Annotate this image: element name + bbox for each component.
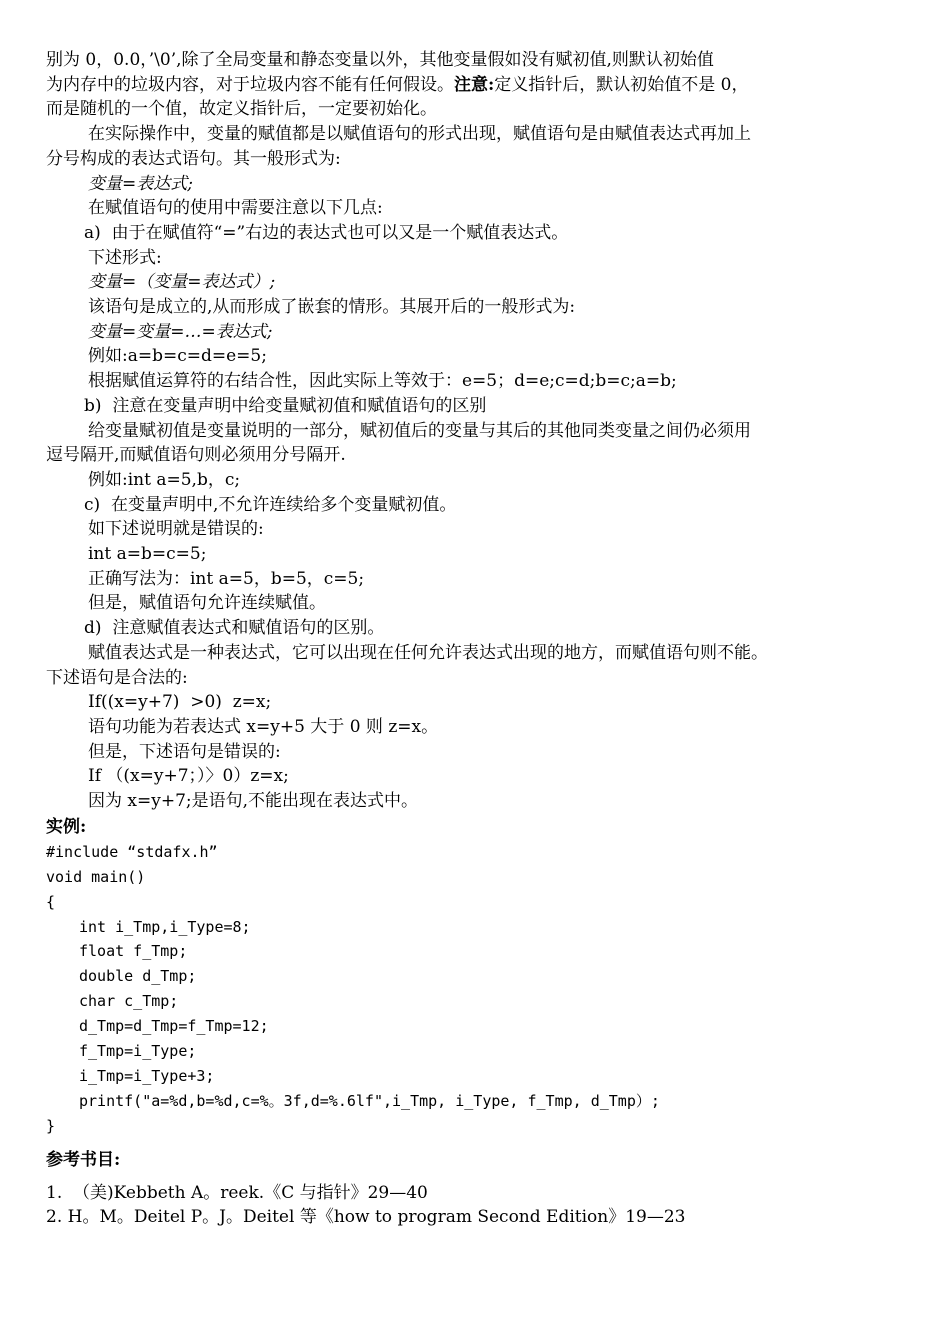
intro-line-2 xyxy=(46,73,916,98)
code-line: double d_Tmp; xyxy=(79,967,197,986)
code-line: { xyxy=(46,892,56,911)
note-c: c) 在变量声明中,不允许连续给多个变量赋初值。 xyxy=(84,494,457,515)
note-c-correct: 正确写法为：int a=5，b=5，c=5; xyxy=(88,568,365,589)
code-line: printf("a=%d,b=%d,c=%。3f,d=%.6lf",i_Tmp, i_Type, f_Tmp, d_Tmp）; xyxy=(79,1091,660,1110)
note-b: b) 注意在变量声明中给变量赋初值和赋值语句的区别 xyxy=(84,395,487,416)
code-line: void main() xyxy=(46,867,146,886)
note-d-illegal: If （(x=y+7；）〉0）z=x; xyxy=(88,766,289,787)
note-d-line-6: 因为 x=y+7;是语句,不能出现在表达式中。 xyxy=(88,791,419,812)
note-d-line-1b: 下述语句是合法的: xyxy=(46,667,188,688)
example-heading: 实例: xyxy=(46,816,87,837)
code-line: } xyxy=(46,1116,56,1135)
code-line: f_Tmp=i_Type; xyxy=(79,1042,197,1061)
note-b-example: 例如:int a=5,b，c; xyxy=(88,469,241,490)
code-line: char c_Tmp; xyxy=(79,992,179,1011)
code-line: float f_Tmp; xyxy=(79,942,188,961)
intro-line-3: 而是随机的一个值，故定义指针后，一定要初始化。 xyxy=(46,99,437,120)
general-form-1: 变量=表达式; xyxy=(88,173,193,194)
reference-item: 2. H。M。Deitel P。J。Deitel 等《how to program Second Edition》19—23 xyxy=(46,1207,686,1228)
document-page xyxy=(46,48,916,1230)
code-line: d_Tmp=d_Tmp=f_Tmp=12; xyxy=(79,1017,269,1036)
note-a-line-2: 该语句是成立的,从而形成了嵌套的情形。其展开后的一般形式为: xyxy=(88,297,576,318)
code-block xyxy=(46,840,916,1139)
code-line: i_Tmp=i_Type+3; xyxy=(79,1066,215,1085)
code-line: #include “stdafx.h” xyxy=(46,842,218,861)
note-a-line-4: 根据赋值运算符的右结合性，因此实际上等效于：e=5；d=e;c=d;b=c;a=b; xyxy=(88,371,677,392)
note-a-line-1: 下述形式: xyxy=(88,247,162,268)
note-a-example: 例如:a=b=c=d=e=5; xyxy=(88,346,267,367)
note-d-line-1a: 赋值表达式是一种表达式，它可以出现在任何允许表达式出现的地方，而赋值语句则不能。 xyxy=(88,642,768,663)
note-d-line-3: 语句功能为若表达式 x=y+5 大于 0 则 z=x。 xyxy=(88,716,439,737)
note-b-line-1a: 给变量赋初值是变量说明的一部分，赋初值后的变量与其后的其他同类变量之间仍必须用 xyxy=(88,420,751,441)
references-heading: 参考书目: xyxy=(46,1149,121,1170)
note-d: d) 注意赋值表达式和赋值语句的区别。 xyxy=(84,618,385,639)
notes-intro: 在赋值语句的使用中需要注意以下几点: xyxy=(88,198,383,219)
note-a: a) 由于在赋值符“=”右边的表达式也可以又是一个赋值表达式。 xyxy=(84,222,569,243)
general-form-3: 变量=变量=…=表达式; xyxy=(88,321,273,342)
reference-item: 1. （美)Kebbeth A。reek.《C 与指针》29—40 xyxy=(46,1182,428,1203)
note-b-line-1b: 逗号隔开,而赋值语句则必须用分号隔开. xyxy=(46,445,346,466)
note-d-line-4: 但是，下述语句是错误的: xyxy=(88,741,281,762)
note-label: 注意: xyxy=(454,74,495,95)
code-line: int i_Tmp,i_Type=8; xyxy=(79,917,251,936)
intro-line-2-rest: 定义指针后，默认初始值不是 0， xyxy=(494,74,749,95)
note-c-line-4: 但是，赋值语句允许连续赋值。 xyxy=(88,593,326,614)
assign-para-1b: 分号构成的表达式语句。其一般形式为: xyxy=(46,148,341,169)
note-c-line-1: 如下述说明就是错误的: xyxy=(88,519,264,540)
intro-line-2-text: 为内存中的垃圾内容，对于垃圾内容不能有任何假设。 xyxy=(46,74,454,95)
note-d-legal: If((x=y+7) >0) z=x; xyxy=(88,692,272,713)
assign-para-1a: 在实际操作中，变量的赋值都是以赋值语句的形式出现，赋值语句是由赋值表达式再加上 xyxy=(88,124,751,145)
note-c-wrong: int a=b=c=5; xyxy=(88,544,207,565)
general-form-2: 变量=（变量=表达式）; xyxy=(88,272,276,293)
intro-line-1: 别为 0，0.0，’\0’,除了全局变量和静态变量以外，其他变量假如没有赋初值,则默认初始值 xyxy=(46,50,714,70)
